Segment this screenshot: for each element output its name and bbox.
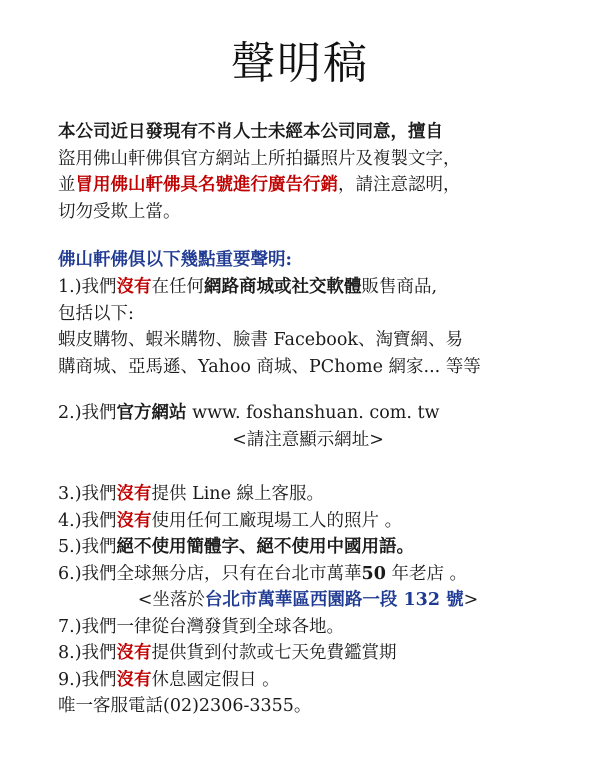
- item-8-text: 提供貨到付款或七天免費鑑賞期: [151, 643, 397, 663]
- item-1-text-end: 販售商品,: [361, 277, 438, 297]
- intro-paragraph: [58, 119, 558, 225]
- item-1-line-4: 購商城、亞馬遜、Yahoo 商城、PChome 網家... 等等: [58, 356, 481, 377]
- item-9-text: 休息國定假日 。: [151, 669, 280, 690]
- intro-line-2: 盜用佛山軒佛俱官方網站上所拍攝照片及複製文字，: [58, 148, 461, 169]
- item-1-emphasis: 網路商城或社交軟體: [204, 277, 362, 297]
- statement-item-5: [58, 534, 558, 561]
- item-5-prefix: 5.)我們: [58, 537, 117, 557]
- intro-line-1: 本公司近日發現有不肖人士未經本公司同意，擅自: [58, 122, 443, 142]
- item-1-line-1: [58, 274, 558, 301]
- intro-line-4: 切勿受欺上當。: [58, 201, 181, 222]
- item-3-highlight: 沒有: [116, 484, 152, 504]
- statement-item-3: [58, 481, 558, 508]
- item-4-text: 使用任何工廠現場工人的照片 。: [151, 510, 403, 531]
- store-location-prefix: <坐落於: [137, 590, 205, 610]
- intro-line-3-start: 並: [58, 175, 76, 195]
- item-6-text-end: 年老店 。: [385, 563, 468, 584]
- item-4-prefix: 4.)我們: [58, 510, 117, 531]
- item-3-prefix: 3.)我們: [58, 484, 117, 504]
- item-1-line-3: 蝦皮購物、蝦米購物、臉書 Facebook、淘寶網、易: [58, 330, 463, 350]
- item-2-emphasis: 官方網站: [116, 403, 187, 423]
- item-1-text: 在任何: [151, 277, 205, 297]
- item-5-emphasis: 絕不使用簡體字、絕不使用中國用語。: [116, 537, 415, 557]
- intro-line-3: [58, 172, 558, 199]
- item-2-line-1: [58, 400, 558, 427]
- statement-items-3-9: [58, 481, 558, 720]
- store-location-suffix: >: [463, 590, 479, 610]
- statement-item-8: [58, 640, 558, 667]
- item-2-note: <請注意顯示網址>: [232, 429, 384, 450]
- intro-line-3-end: ，請注意認明，: [338, 175, 461, 195]
- item-6-text: 6.)我們全球無分店，只有在台北市萬華: [58, 563, 362, 584]
- statement-item-7: 7.)我們一律從台灣發貨到全球各地。: [58, 616, 345, 637]
- item-8-prefix: 8.)我們: [58, 643, 117, 663]
- customer-service-phone: 唯一客服電話(02)2306-3355。: [58, 696, 312, 716]
- official-website-url: www. foshanshuan. com. tw: [186, 403, 440, 423]
- item-9-prefix: 9.)我們: [58, 669, 117, 690]
- store-address: 台北市萬華區西園路一段 132 號: [204, 590, 464, 610]
- item-1-prefix: 1.)我們: [58, 277, 117, 297]
- item-9-highlight: 沒有: [116, 669, 152, 690]
- section-heading: 佛山軒佛俱以下幾點重要聲明:: [58, 250, 292, 270]
- item-4-highlight: 沒有: [116, 510, 152, 531]
- item-1-line-2: 包括以下:: [58, 303, 134, 324]
- item-1-highlight: 沒有: [116, 277, 152, 297]
- statement-item-1: [58, 274, 558, 380]
- item-8-highlight: 沒有: [116, 643, 152, 663]
- item-6-years: 50: [361, 563, 386, 584]
- statement-item-2: [58, 400, 558, 453]
- statement-item-6: [58, 561, 558, 588]
- statement-item-4: [58, 508, 558, 535]
- store-location: [58, 587, 558, 614]
- item-2-prefix: 2.)我們: [58, 403, 117, 423]
- item-3-text: 提供 Line 線上客服。: [151, 484, 325, 504]
- intro-highlight: 冒用佛山軒佛具名號進行廣告行銷: [75, 175, 338, 195]
- statement-item-9: [58, 667, 558, 694]
- page-title: 聲明稿: [231, 38, 369, 89]
